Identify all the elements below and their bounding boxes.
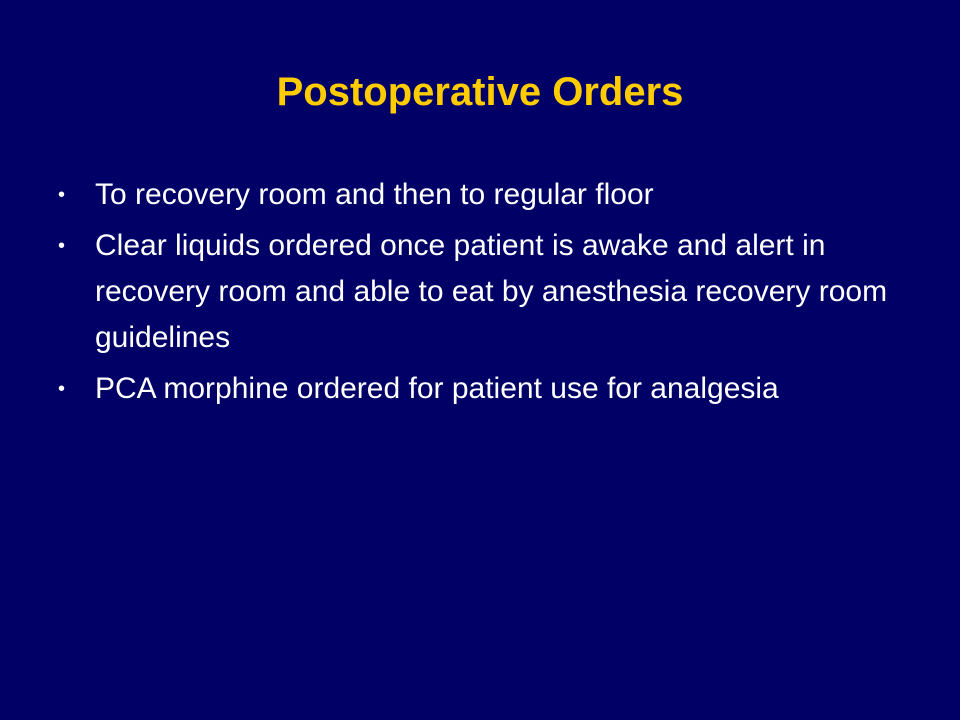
bullet-item	[58, 366, 908, 412]
bullet-item	[58, 172, 908, 218]
bullet-item	[58, 223, 908, 361]
bullet-text: PCA morphine ordered for patient use for analgesia	[95, 372, 779, 405]
bullet-icon: •	[58, 378, 66, 400]
slide-title: Postoperative Orders	[276, 70, 684, 114]
bullet-text: Clear liquids ordered once patient is awake and alert in recovery room and able to eat by anesthesia recovery room guidelines	[95, 229, 888, 354]
bullet-icon: •	[58, 235, 66, 257]
bullet-icon: •	[58, 184, 66, 206]
bullet-text: To recovery room and then to regular floor	[95, 178, 654, 211]
bullet-list	[58, 172, 908, 417]
